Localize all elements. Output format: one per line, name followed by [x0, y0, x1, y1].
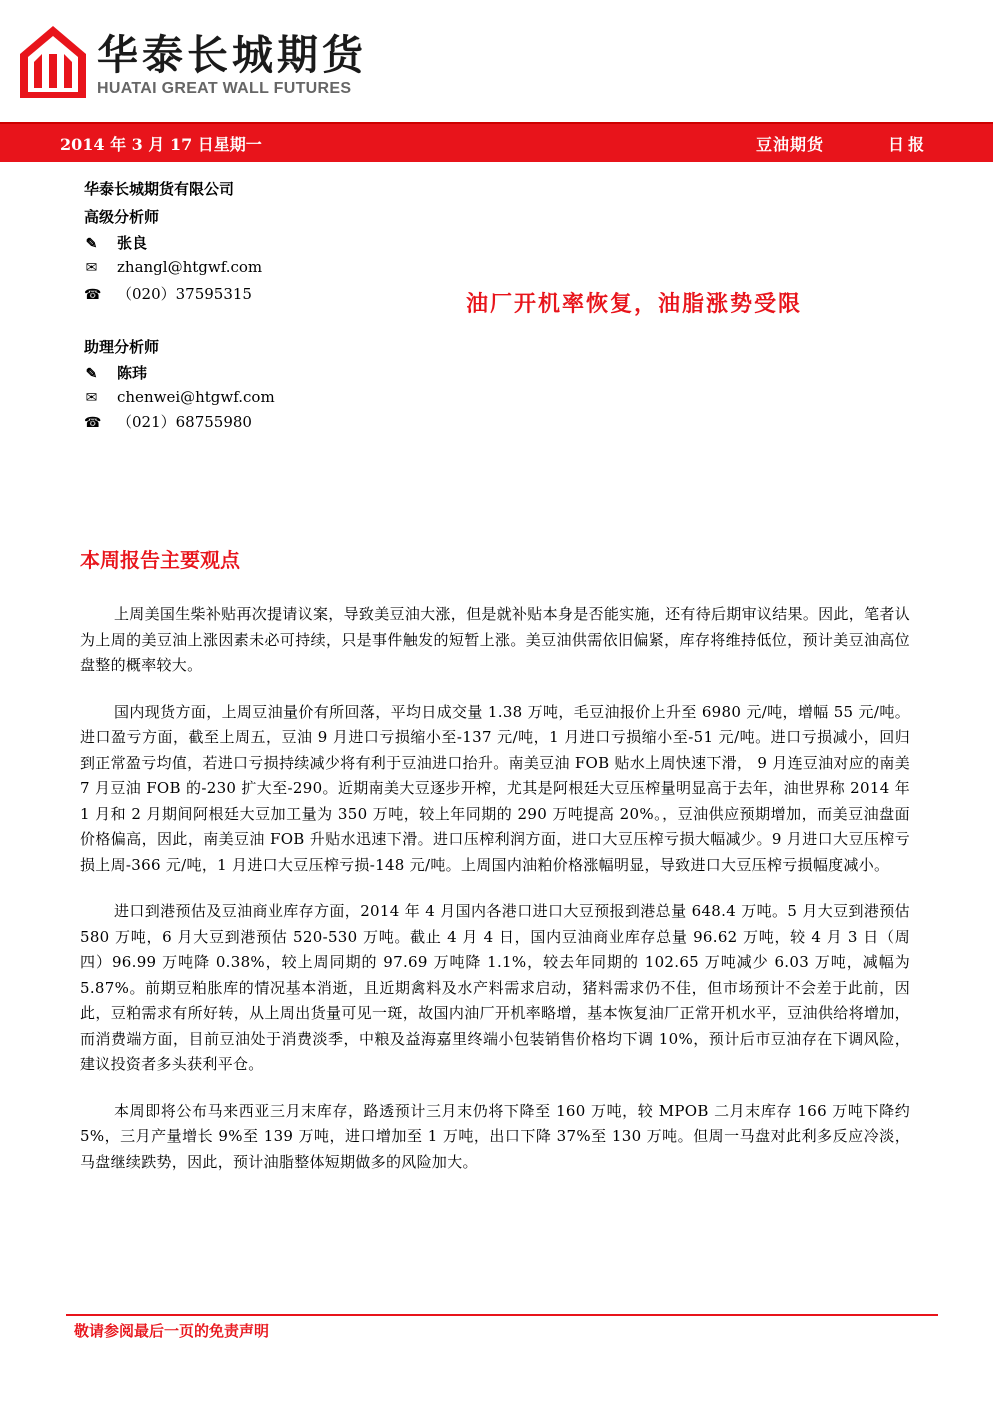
senior-analyst-row: [84, 232, 147, 253]
paragraph: 上周美国生柴补贴再次提请议案，导致美豆油大涨，但是就补贴本身是否能实施，还有待后期审议结果。因此，笔者认为上周的美豆油上涨因素未必可持续，只是事件触发的短暂上涨。美豆油供需依旧偏紧，库存将维持低位，预计美豆油高位盘整的概率较大。: [80, 605, 910, 674]
assistant-email-row: [84, 388, 275, 406]
brand-name-en: HUATAI GREAT WALL FUTURES: [97, 80, 352, 97]
section-title: 本周报告主要观点: [80, 548, 240, 572]
assistant-analyst-email[interactable]: chenwei@htgwf.com: [117, 388, 275, 406]
report-type: 豆油期货: [756, 135, 825, 154]
disclaimer-note: 敬请参阅最后一页的免责声明: [74, 1322, 270, 1340]
company-logo-icon: [18, 24, 88, 100]
senior-email-row: [84, 258, 262, 276]
senior-analyst-phone: （020）37595315: [117, 285, 252, 303]
senior-analyst-title: 高级分析师: [84, 208, 160, 226]
mail-icon: ✉: [85, 260, 98, 276]
report-body: [80, 602, 910, 1196]
phone-icon: ☎: [84, 415, 102, 431]
assistant-phone-row: [84, 411, 252, 432]
assistant-analyst-phone: （021）68755980: [117, 413, 252, 431]
senior-phone-row: [84, 283, 252, 304]
assistant-analyst-title: 助理分析师: [84, 338, 160, 356]
paragraph: 本周即将公布马来西亚三月末库存，路透预计三月末仍将下降至 160 万吨，较 MPOB 二月末库存 166 万吨下降约 5%，三月产量增长 9%至 139 万吨，进口增加至 1 万吨，出口下降 37%至 130 万吨。但周一马盘对此利多反应冷淡，马盘继续跌势，因此，预计油脂整体短期做多的风险加大。: [80, 1101, 910, 1171]
mail-icon: ✉: [85, 390, 98, 406]
company-name: 华泰长城期货有限公司: [84, 180, 235, 198]
paragraph: 国内现货方面，上周豆油量价有所回落，平均日成交量 1.38 万吨，毛豆油报价上升至 6980 元/吨，增幅 55 元/吨。进口盈亏方面，截至上周五，豆油 9 月进口亏损缩小至-137 元/吨，1 月进口亏损缩小至-51 元/吨。进口亏损减小，回归到正常盈亏均值，若进口亏损持续减少将有利于豆油进口抬升。南美豆油 FOB 贴水上周快速下滑， 9 月连豆油对应的南美 7 月豆油 FOB 的-230 扩大至-290。近期南美大豆逐步开榨，尤其是阿根廷大豆压榨量明显高于去年，油世界称 2014 年 1 月和 2 月期间阿根廷大豆加工量为 350 万吨，较上年同期的 290 万吨提高 20%。，豆油供应预期增加，而美豆油盘面价格偏高，因此，南美豆油 FOB 升贴水迅速下滑。进口压榨利润方面，进口大豆压榨亏损大幅减少。9 月进口大豆压榨亏损上周-366 元/吨，1 月进口大豆压榨亏损-148 元/吨。上周国内油粕价格涨幅明显，导致进口大豆压榨亏损幅度减小。: [80, 702, 910, 874]
senior-analyst-name: 张良: [117, 234, 148, 252]
pen-icon: ✎: [85, 236, 98, 252]
pen-icon: ✎: [85, 366, 98, 382]
brand-name-cn: 华泰长城期货: [97, 31, 367, 79]
report-headline: 油厂开机率恢复，油脂涨势受限: [466, 291, 803, 317]
assistant-analyst-row: [84, 362, 147, 383]
report-date: 2014 年 3 月 17 日星期一: [60, 135, 262, 154]
senior-analyst-email[interactable]: zhangl@htgwf.com: [117, 258, 263, 276]
paragraph: 进口到港预估及豆油商业库存方面，2014 年 4 月国内各港口进口大豆预报到港总量 648.4 万吨。5 月大豆到港预估 580 万吨，6 月大豆到港预估 520-530 万吨。截止 4 月 4 日，国内豆油商业库存总量 96.62 万吨，较 4 月 3 日（周四）96.99 万吨降 0.38%，较上周同期的 97.69 万吨降 1.1%，较去年同期的 102.65 万吨减少 6.03 万吨，减幅为 5.87%。前期豆粕胀库的情况基本消逝，且近期禽料及水产料需求启动，猪料需求仍不佳，但市场预计不会差于此前，因此，豆粕需求有所好转，从上周出货量可见一斑，故国内油厂开机率略增，基本恢复油厂正常开机水平，豆油供给将增加，而消费端方面，目前豆油处于消费淡季，中粮及益海嘉里终端小包装销售价格均下调 10%，预计后市豆油存在下调风险，建议投资者多头获利平仓。: [80, 902, 910, 1073]
header-bar: [0, 122, 993, 162]
assistant-analyst-name: 陈玮: [117, 364, 148, 382]
phone-icon: ☎: [84, 287, 102, 303]
footer-divider: [66, 1314, 938, 1316]
report-frequency: 日报: [888, 135, 929, 154]
